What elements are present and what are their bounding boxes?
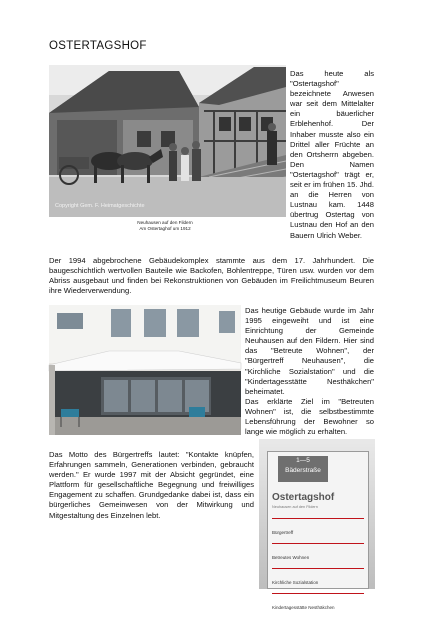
sign-item (272, 593, 364, 618)
paragraph-building: Das heutige Gebäude wurde im Jahr 1995 eingeweiht und ist eine Einrichtung der Gemeinde Neuhausen auf den Fildern. Hier sind das "Betreute Wohnen", der "Bürgertreff Neuhausen", die "Kirchliche Sozialstation" und die "Kindertagesstätte Nesthäkchen" beheimatet. (245, 306, 374, 396)
photo-caption-line1: Neuhausen auf den Fildern (137, 220, 193, 225)
photo-caption-line2: Am Ostertaghof um 1912 (139, 225, 191, 231)
sign-item-label: Betreutes Wohnen (272, 555, 310, 560)
paragraph-history: Das heute als "Ostertagshof" bezeichnete Anwesen war seit dem Mittelalter ein bäuerlicher Erblehenhof. Der Inhaber musste also ein Drittel aller Früchte an den Ortsherrn abgeben. Den Namen "Ostertagshof" trägt er, seit er im frühen 15. Jhd. an die Herren von Lustnau kam. 1448 übertrug Ostertag von Lustnau den Hof an den Bauern Ulrich Weber. (290, 69, 374, 240)
sign-photo (259, 439, 375, 610)
sign-item-label: Kindertagesstätte Nesthäkchen (272, 605, 335, 610)
modern-building-photo (49, 305, 241, 435)
sign-board (267, 451, 369, 610)
paragraph-demolition: Der 1994 abgebrochene Gebäudekomplex stammte aus dem 17. Jahrhundert. Die baugeschichtlich wertvollen Bauteile wie Backofen, Bohlentreppe, Türen usw. wurden vor dem Abriss ausgebaut und finden bei Rekonstruktionen von Gebäuden im Freilichtmuseum Beuren ihre Wiederverwendung. (49, 256, 374, 296)
sign-address: 1—5 (296, 457, 310, 464)
photo-caption (100, 220, 230, 231)
page-title: OSTERTAGSHOF (49, 40, 147, 52)
sign-name: Ostertagshof (272, 492, 335, 503)
historic-farm-illustration (49, 65, 286, 217)
paragraph-motto: Das Motto des Bürgertreffs lautet: "Kontakte knüpfen, Erfahrungen sammeln, Generationen verbinden, gebraucht werden." Er wurde 1997 mit der Absicht gegründet, eine Plattform für gesellschaftliche Begegnung und freiwilliges Engagement zu schaffen. Grundgedanke dabei ist, dass ein bürgerliches Gemeinwesen von der Mitwirkung und Mitgestaltung des Einzelnen lebt. (49, 450, 254, 520)
sign-subtitle: Neuhausen auf den Fildern (272, 505, 318, 509)
sign-address-plate (278, 456, 328, 482)
sign-item-label: Kirchliche Sozialstation (272, 580, 319, 585)
sign-item (272, 518, 364, 543)
photo-watermark: Copyright Gem. F. Heimatgeschichte (55, 203, 145, 209)
sign-street: Bäderstraße (285, 467, 321, 474)
modern-building-illustration (49, 305, 241, 435)
paragraph-goal: Das erklärte Ziel im "Betreuten Wohnen" ist, die selbstbestimmte Lebensführung der Bewohner so lange wie möglich zu erhalten. (245, 397, 374, 437)
historic-farm-photo (49, 65, 286, 217)
sign-item (272, 543, 364, 568)
sign-item-label: Bürgertreff (272, 530, 294, 535)
sign-item (272, 568, 364, 593)
sign-item-list (272, 518, 364, 618)
